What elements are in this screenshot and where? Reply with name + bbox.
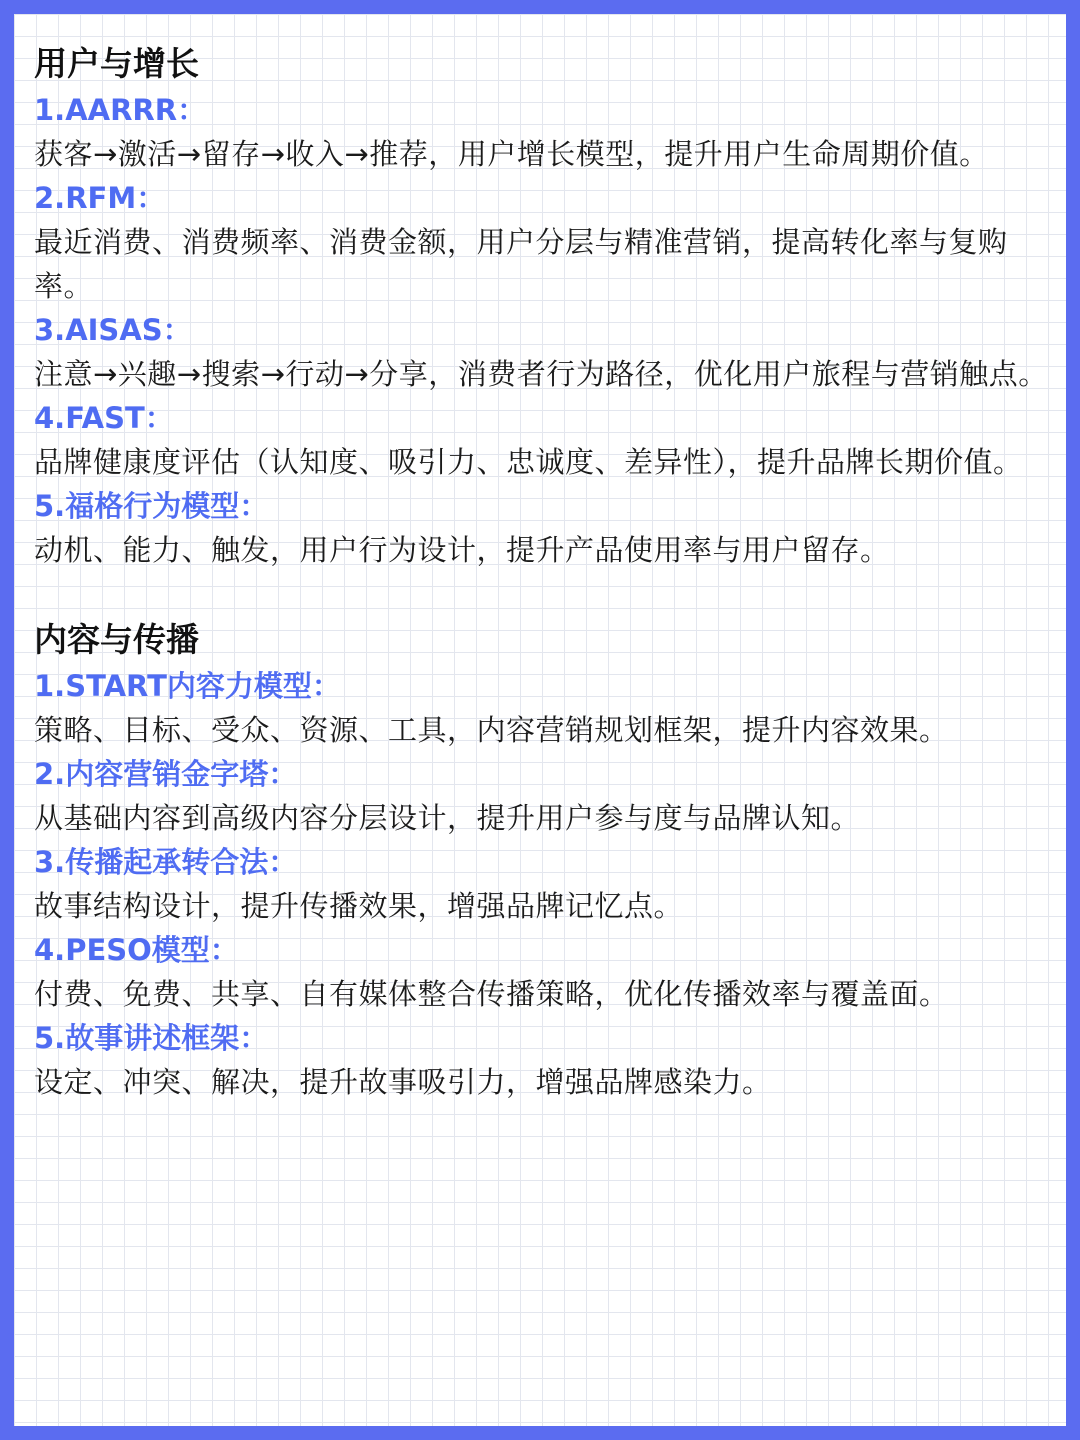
item-title: 4.FAST： [34, 401, 174, 435]
item-title: 5.故事讲述框架： [34, 1021, 269, 1055]
item-title: 3.AISAS： [34, 313, 192, 347]
list-item [34, 176, 1054, 308]
item-description: 注意→兴趣→搜索→行动→分享，消费者行为路径，优化用户旅程与营销触点。 [34, 357, 1048, 391]
list-item [34, 88, 1054, 176]
list-item [34, 752, 1054, 840]
list-item [34, 1016, 1054, 1104]
content-area [34, 40, 1054, 1104]
list-item [34, 308, 1054, 396]
section-title-user-growth: 用户与增长 [34, 44, 199, 83]
item-description: 付费、免费、共享、自有媒体整合传播策略，优化传播效率与覆盖面。 [34, 977, 949, 1011]
item-description: 故事结构设计，提升传播效果，增强品牌记忆点。 [34, 889, 684, 923]
item-title: 1.AARRR： [34, 93, 207, 127]
item-description: 从基础内容到高级内容分层设计，提升用户参与度与品牌认知。 [34, 801, 861, 835]
list-item [34, 928, 1054, 1016]
item-description: 获客→激活→留存→收入→推荐，用户增长模型，提升用户生命周期价值。 [34, 137, 989, 171]
item-description: 品牌健康度评估（认知度、吸引力、忠诚度、差异性），提升品牌长期价值。 [34, 445, 1023, 479]
item-description: 动机、能力、触发，用户行为设计，提升产品使用率与用户留存。 [34, 533, 890, 567]
item-title: 5.福格行为模型： [34, 489, 269, 523]
item-description: 设定、冲突、解决，提升故事吸引力，增强品牌感染力。 [34, 1065, 772, 1099]
item-description: 策略、目标、受众、资源、工具，内容营销规划框架，提升内容效果。 [34, 713, 949, 747]
item-title: 4.PESO模型： [34, 933, 239, 967]
item-description: 最近消费、消费频率、消费金额，用户分层与精准营销，提高转化率与复购率。 [34, 225, 1008, 303]
item-title: 1.START内容力模型： [34, 669, 341, 703]
list-item [34, 664, 1054, 752]
section-spacer [34, 572, 1054, 616]
list-item [34, 840, 1054, 928]
list-item [34, 396, 1054, 484]
item-title: 2.RFM： [34, 181, 166, 215]
item-title: 3.传播起承转合法： [34, 845, 298, 879]
list-item [34, 484, 1054, 572]
section-title-content-spread: 内容与传播 [34, 620, 199, 659]
grid-paper-card [14, 14, 1066, 1426]
item-title: 2.内容营销金字塔： [34, 757, 298, 791]
